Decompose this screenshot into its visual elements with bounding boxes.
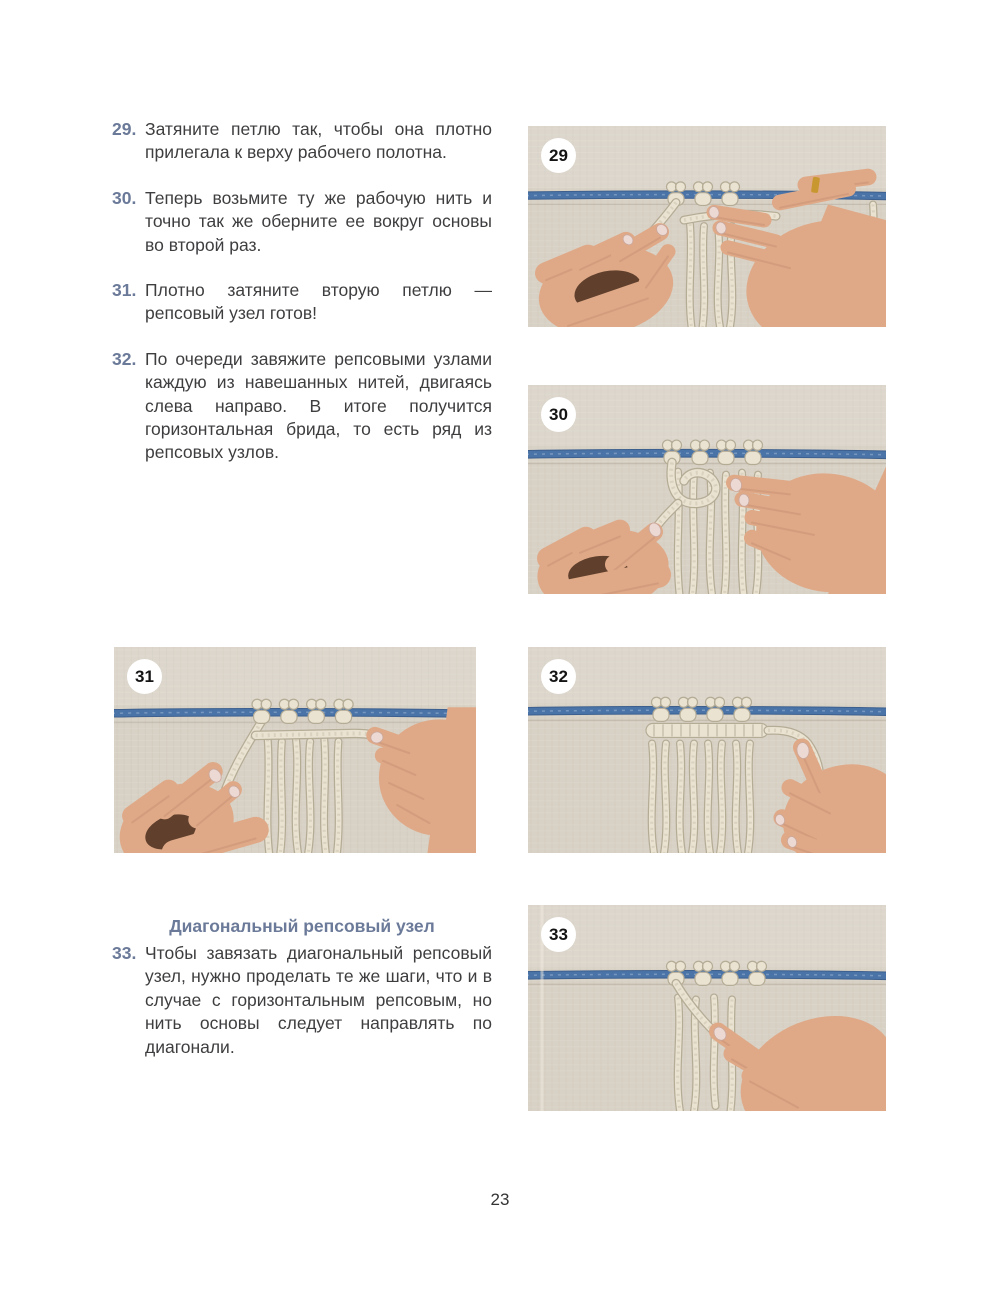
- rope-cord: [280, 741, 282, 853]
- rope-cord: [703, 226, 705, 327]
- rope-cord: [680, 743, 682, 853]
- rope-cord: [690, 224, 692, 327]
- step-29: [112, 118, 492, 165]
- step-text: Затяните петлю так, чтобы она плотно прилегала к верху рабочего полотна.: [145, 119, 492, 163]
- step-text: Плотно затяните вторую петлю — репсовый узел готов!: [145, 280, 492, 324]
- photo-number-badge: [541, 659, 576, 694]
- step-number: 29.: [112, 119, 137, 139]
- rope-cord: [652, 743, 654, 853]
- step-33: [112, 942, 492, 1059]
- photo-step-30: [528, 385, 886, 594]
- step-32: [112, 348, 492, 465]
- rope-cord: [693, 475, 695, 594]
- rope-cord: [308, 741, 310, 853]
- macrame-scene-31: [114, 647, 476, 853]
- rope-cord: [692, 743, 694, 853]
- step-number: 32.: [112, 348, 137, 369]
- photo-number: 33: [549, 924, 568, 944]
- rope-cord: [736, 743, 738, 853]
- step-number: 31.: [112, 280, 137, 301]
- section-heading: Диагональный репсовый узел: [169, 915, 435, 936]
- rope-cord: [714, 997, 716, 1106]
- step-30: [112, 187, 492, 257]
- macrame-scene-32: [528, 647, 886, 853]
- rope-cord: [337, 741, 339, 853]
- step-number: 33.: [112, 943, 137, 963]
- photo-number: 32: [549, 666, 568, 686]
- page-number: 23: [490, 1190, 510, 1209]
- step-text: Теперь возьмите ту же рабочую нить и точно так же оберните ее вокруг основы во второй раз.: [145, 187, 492, 255]
- rope-cord: [748, 743, 750, 853]
- rope-cord: [720, 743, 722, 853]
- step-31: [112, 279, 492, 326]
- rope-cord: [725, 475, 727, 594]
- photo-number-badge: [541, 397, 576, 432]
- photo-number: 30: [549, 404, 568, 424]
- photo-number-badge: [541, 917, 576, 952]
- rope-cord: [296, 739, 298, 853]
- instruction-step-33-block: [112, 942, 492, 1081]
- macrame-scene-30: [528, 385, 886, 594]
- photo-step-31: [114, 647, 476, 853]
- rope-cord: [708, 743, 710, 853]
- macrame-scene-33: [528, 905, 886, 1111]
- photo-step-32: [528, 647, 886, 853]
- photo-number-badge: [127, 659, 162, 694]
- photo-number: 29: [549, 145, 568, 165]
- photo-number-badge: [541, 138, 576, 173]
- macrame-scene-29: [528, 126, 886, 327]
- knot-row: [646, 723, 768, 737]
- photo-step-29: [528, 126, 886, 327]
- step-text: По очереди завяжите репсовыми узлами каждую из навешанных нитей, двигаясь слева направо. В итоге получится горизонтальная брида, то есть ряд из репсовых узлов.: [145, 348, 492, 463]
- rope-cord: [664, 743, 666, 853]
- photo-number: 31: [135, 666, 154, 686]
- rope-cord: [324, 739, 326, 853]
- rope-cord: [718, 228, 720, 327]
- instruction-steps: [112, 118, 492, 487]
- rope-cord: [678, 997, 680, 1111]
- step-text: Чтобы завязать диагональный репсовый узел, нужно проделать те же шаги, что и в случае с горизонтальным репсовым, но нить основы следует направлять по диагонали.: [145, 943, 492, 1057]
- rope-cord: [267, 739, 269, 853]
- step-number: 30.: [112, 187, 137, 208]
- photo-step-33: [528, 905, 886, 1111]
